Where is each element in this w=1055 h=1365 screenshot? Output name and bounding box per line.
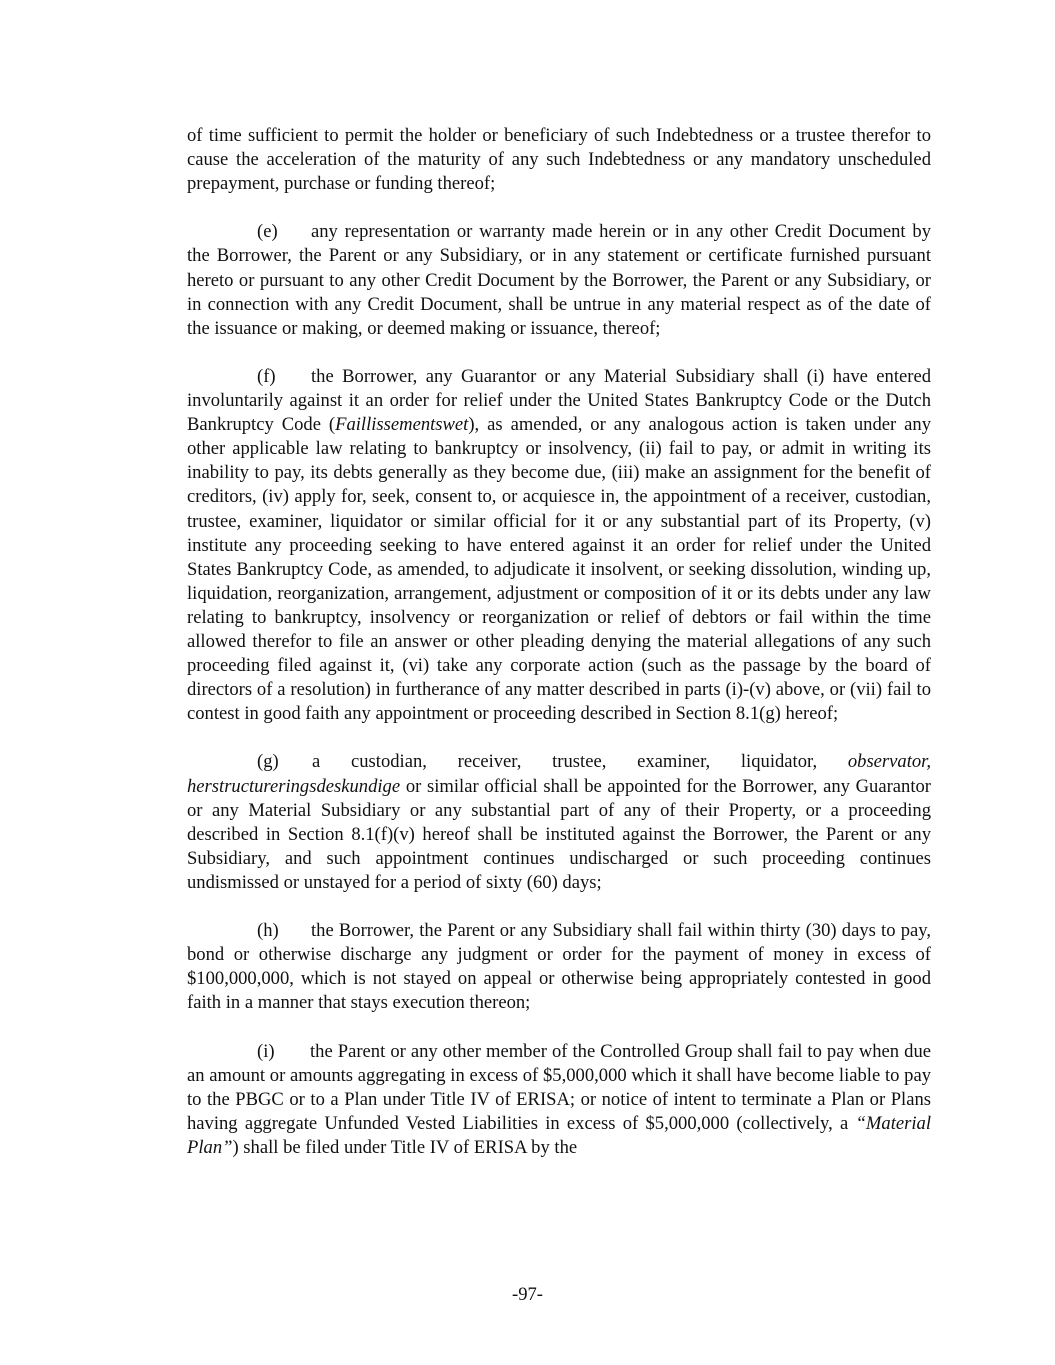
paragraph-h-label: (h) (257, 920, 279, 942)
paragraph-e (187, 220, 931, 340)
paragraph-f (187, 365, 931, 726)
paragraph-i-text-2: ) shall be filed under Title IV of ERISA by the (232, 1136, 578, 1158)
paragraph-i-label: (i) (257, 1040, 275, 1062)
paragraph-g-label: (g) (257, 751, 279, 773)
document-body (187, 124, 931, 1184)
paragraph-f-italic-term: Faillissementswet (335, 414, 469, 436)
paragraph-g-text-2: or similar official shall be appointed for the Borrower, any Guarantor or any Material Subsidiary or any substantial part of any of their Property, or a proceeding described in Section 8.1(f)(v) hereof shall be instituted against the Borrower, the Parent or any Subsidiary, and such appointment continues undischarged or such proceeding continues undismissed or unstayed for a period of sixty (60) days; (187, 775, 931, 893)
paragraph-e-text: any representation or warranty made herein or in any other Credit Document by the Borrower, the Parent or any Subsidiary, or in any statement or certificate furnished pursuant hereto or pursuant to any other Credit Document by the Borrower, the Parent or any Subsidiary, or in connection with any Credit Document, shall be untrue in any material respect as of the date of the issuance or making, or deemed making or issuance, thereof; (187, 221, 931, 339)
paragraph-h-text: the Borrower, the Parent or any Subsidiary shall fail within thirty (30) days to pay, bond or otherwise discharge any judgment or order for the payment of money in excess of $100,000,000, which is not stayed on appeal or otherwise being appropriately contested in good faith in a manner that stays execution thereon; (187, 920, 931, 1014)
paragraph-continuation-text: of time sufficient to permit the holder or beneficiary of such Indebtedness or a trustee therefor to cause the acceleration of the maturity of any such Indebtedness or any mandatory unscheduled prepayment, purchase or funding thereof; (187, 125, 931, 195)
paragraph-i (187, 1040, 931, 1160)
paragraph-f-label: (f) (257, 365, 276, 387)
paragraph-g (187, 750, 931, 895)
paragraph-g-text-1: a custodian, receiver, trustee, examiner, liquidator, (312, 751, 848, 773)
paragraph-f-text-1: the Borrower, any Guarantor or any Material Subsidiary shall (i) have entered involuntarily against it an order for relief under the United States Bankruptcy Code or the Dutch Bankruptcy Code ( (187, 365, 931, 436)
paragraph-f-text-2: ), as amended, or any analogous action is taken under any other applicable law relating to bankruptcy or insolvency, (ii) fail to pay, or admit in writing its inability to pay, its debts generally as they become due, (iii) make an assignment for the benefit of creditors, (iv) apply for, seek, consent to, or acquiesce in, the appointment of a receiver, custodian, trustee, examiner, liquidator or similar official for it or any substantial part of its Property, (v) institute any proceeding seeking to have entered against it an order for relief under the United States Bankruptcy Code, as amended, to adjudicate it insolvent, or seeking dissolution, winding up, liquidation, reorganization, arrangement, adjustment or composition of it or its debts under any law relating to bankruptcy, insolvency or reorganization or relief of debtors or fail within the time allowed therefor to file an answer or other pleading denying the material allegations of any such proceeding filed against it, (vi) take any corporate action (such as the passage by the board of directors of a resolution) in furtherance of any matter described in parts (i)-(v) above, or (vii) fail to contest in good faith any appointment or proceeding described in Section 8.1(g) hereof; (187, 414, 931, 725)
paragraph-h (187, 919, 931, 1015)
paragraph-i-text-1: the Parent or any other member of the Controlled Group shall fail to pay when due an amount or amounts aggregating in excess of $5,000,000 which it shall have become liable to pay to the PBGC or to a Plan under Title IV of ERISA; or notice of intent to terminate a Plan or Plans having aggregate Unfunded Vested Liabilities in excess of $5,000,000 (collectively, a (187, 1040, 931, 1134)
paragraph-continuation (187, 124, 931, 196)
paragraph-i-italic-term: “Material Plan” (187, 1112, 931, 1158)
paragraph-g-italic-term: observator, herstructureringsdeskundige (187, 751, 931, 797)
paragraph-e-label: (e) (257, 221, 278, 243)
page-number: -97- (512, 1284, 543, 1305)
